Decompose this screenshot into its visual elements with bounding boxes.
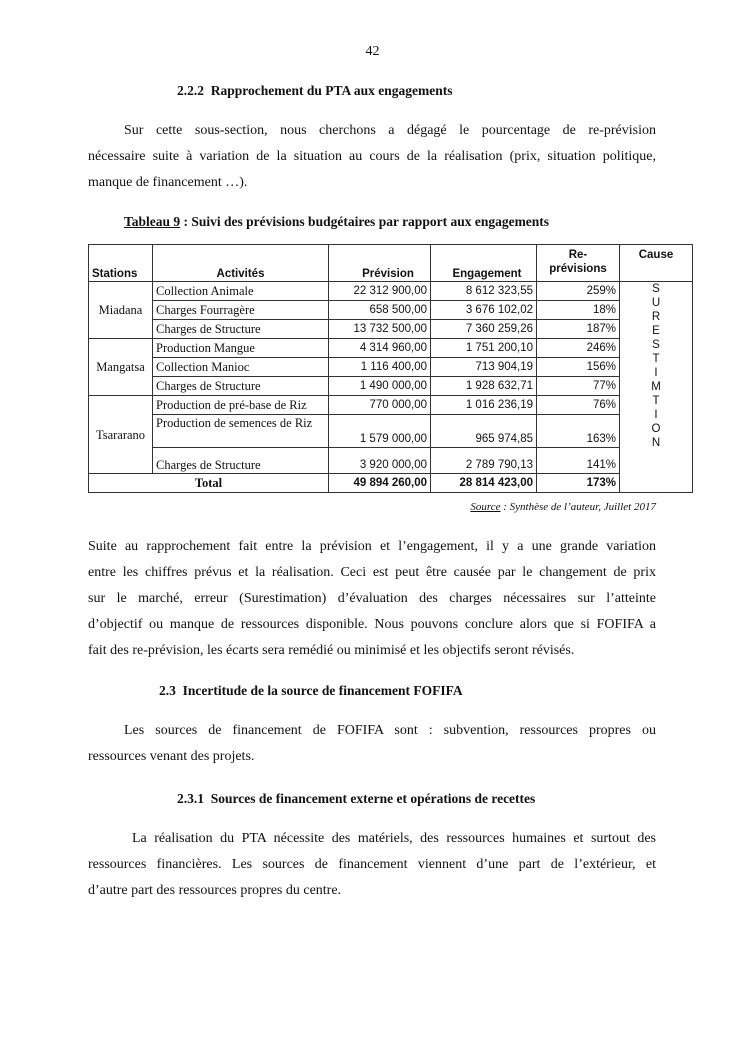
table-row (89, 301, 693, 320)
para-line: fait des re-prévision, les écarts sera remédié ou minimisé et les objectifs seront révisés. (88, 643, 575, 658)
para-line: entre les chiffres prévus et la réalisation. Ceci est peut être causée par le changement de prix (88, 565, 656, 580)
cause-letter: S (652, 339, 660, 351)
cause-letter: U (651, 297, 661, 309)
total-prevision: 49 894 260,00 (329, 474, 431, 493)
paragraph-3 (88, 718, 656, 770)
table-total-row (89, 474, 693, 493)
para-line: La réalisation du PTA nécessite des matériels, des ressources humaines et surtout des (132, 831, 656, 846)
section-heading-2-3-1 (177, 791, 535, 807)
table-row (89, 377, 693, 396)
activity-cell: Collection Animale (153, 282, 329, 301)
engagement-cell: 965 974,85 (431, 415, 537, 448)
cause-letter: N (651, 437, 661, 449)
activity-cell: Charges Fourragère (153, 301, 329, 320)
cause-cell (620, 282, 693, 493)
prevision-cell: 1 490 000,00 (329, 377, 431, 396)
reprevision-cell: 76% (537, 396, 620, 415)
total-label: Total (89, 474, 329, 493)
engagement-cell: 1 928 632,71 (431, 377, 537, 396)
cause-letter: E (652, 325, 660, 337)
cause-letter: I (654, 367, 658, 379)
table-caption (124, 214, 549, 230)
station-cell: Miadana (89, 282, 153, 339)
source-text: : Synthèse de l’auteur, Juillet 2017 (500, 501, 656, 513)
table-row (89, 339, 693, 358)
cause-letter: M (651, 381, 661, 393)
header-cause: Cause (620, 245, 693, 282)
para-line: Suite au rapprochement fait entre la prévision et l’engagement, il y a une grande variation (88, 539, 656, 554)
header-prevision: Prévision (329, 245, 431, 282)
para-line: d’autre part des ressources propres du centre. (88, 883, 342, 898)
table-row (89, 282, 693, 301)
section-number: 2.3.1 (177, 791, 204, 806)
page-number: 42 (365, 44, 380, 59)
engagement-cell: 1 751 200,10 (431, 339, 537, 358)
table-source (470, 501, 656, 513)
reprevision-cell: 246% (537, 339, 620, 358)
header-stations: Stations (89, 245, 153, 282)
caption-text: : Suivi des prévisions budgétaires par rapport aux engagements (180, 214, 550, 229)
section-heading-2-3 (159, 683, 463, 699)
engagement-cell: 3 676 102,02 (431, 301, 537, 320)
reprevision-cell: 156% (537, 358, 620, 377)
para-line: Sur cette sous-section, nous cherchons a dégagé le pourcentage de re-prévision (124, 123, 656, 138)
station-cell: Mangatsa (89, 339, 153, 396)
activity-cell: Charges de Structure (153, 377, 329, 396)
activity-cell: Production de pré-base de Riz (153, 396, 329, 415)
reprevision-cell: 163% (537, 415, 620, 448)
header-reprevisions-line1: Re- (568, 249, 588, 261)
reprevision-cell: 141% (537, 448, 620, 474)
para-line: nécessaire suite à variation de la situation au cours de la réalisation (prix, situation politique, (88, 149, 656, 164)
engagement-cell: 8 612 323,55 (431, 282, 537, 301)
prevision-cell: 770 000,00 (329, 396, 431, 415)
reprevision-cell: 187% (537, 320, 620, 339)
budget-table (88, 244, 693, 493)
engagement-cell: 713 904,19 (431, 358, 537, 377)
paragraph-4 (88, 826, 656, 904)
table-row (89, 415, 693, 448)
paragraph-2 (88, 534, 656, 664)
reprevision-cell: 259% (537, 282, 620, 301)
cause-letter: I (654, 409, 658, 421)
header-reprevisions (537, 245, 620, 282)
station-cell: Tsararano (89, 396, 153, 474)
section-title: Rapprochement du PTA aux engagements (210, 83, 453, 98)
activity-cell: Collection Manioc (153, 358, 329, 377)
cause-letter: R (651, 311, 661, 323)
engagement-cell: 2 789 790,13 (431, 448, 537, 474)
para-line: ressources financières. Les sources de financement viennent d’une part de l’extérieur, et (88, 857, 656, 872)
caption-label: Tableau 9 (124, 214, 181, 229)
source-label: Source (470, 501, 501, 513)
activity-cell: Charges de Structure (153, 448, 329, 474)
section-title: Sources de financement externe et opérations de recettes (210, 791, 536, 806)
section-number: 2.2.2 (177, 83, 204, 98)
engagement-cell: 7 360 259,26 (431, 320, 537, 339)
prevision-cell: 3 920 000,00 (329, 448, 431, 474)
activity-cell: Production Mangue (153, 339, 329, 358)
prevision-cell: 1 116 400,00 (329, 358, 431, 377)
para-line: Les sources de financement de FOFIFA sont : subvention, ressources propres ou (124, 723, 656, 738)
activity-cell: Production de semences de Riz (153, 415, 329, 448)
cause-letter: O (651, 423, 661, 435)
cause-letter: T (652, 395, 660, 407)
prevision-cell: 658 500,00 (329, 301, 431, 320)
table-header-row (89, 245, 693, 282)
header-engagement: Engagement (431, 245, 537, 282)
table-row (89, 358, 693, 377)
para-line: d’objectif ou manque de ressources disponible. Nous pouvons conclure alors que si FOFIFA a (88, 617, 656, 632)
prevision-cell: 1 579 000,00 (329, 415, 431, 448)
header-reprevisions-line2: prévisions (549, 263, 607, 275)
cause-letter: S (652, 283, 660, 295)
total-reprevision: 173% (537, 474, 620, 493)
header-activites: Activités (153, 245, 329, 282)
table-row (89, 320, 693, 339)
reprevision-cell: 77% (537, 377, 620, 396)
para-line: manque de financement …). (88, 175, 248, 190)
para-line: ressources venant des projets. (88, 749, 255, 764)
reprevision-cell: 18% (537, 301, 620, 320)
section-heading-2-2-2 (177, 83, 453, 99)
cause-letter: T (652, 353, 660, 365)
paragraph-1 (88, 118, 656, 196)
total-engagement: 28 814 423,00 (431, 474, 537, 493)
engagement-cell: 1 016 236,19 (431, 396, 537, 415)
section-number: 2.3 (159, 683, 176, 698)
activity-cell: Charges de Structure (153, 320, 329, 339)
prevision-cell: 22 312 900,00 (329, 282, 431, 301)
prevision-cell: 4 314 960,00 (329, 339, 431, 358)
para-line: sur le marché, erreur (Surestimation) d’évaluation des charges nécessaires sur l’atteinte (88, 591, 656, 606)
table-row (89, 448, 693, 474)
table-row (89, 396, 693, 415)
prevision-cell: 13 732 500,00 (329, 320, 431, 339)
section-title: Incertitude de la source de financement FOFIFA (182, 683, 463, 698)
